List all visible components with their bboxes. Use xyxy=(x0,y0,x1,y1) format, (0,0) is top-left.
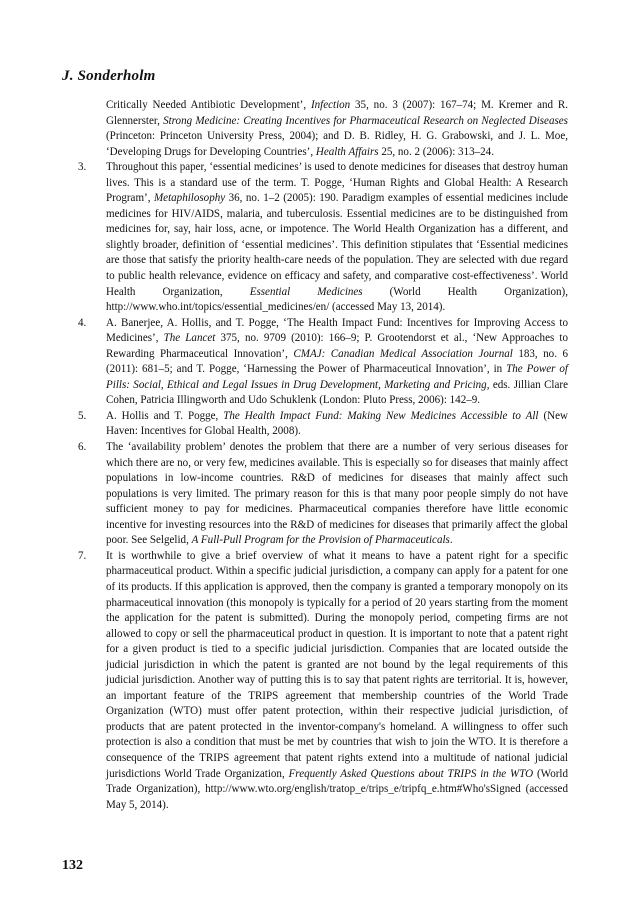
endnote-number: 4. xyxy=(78,316,87,329)
endnote-item xyxy=(78,549,568,813)
endnote-number: 6. xyxy=(78,441,87,454)
endnote-text-run: Throughout this paper, ‘essential medicines’ is used to denote medicines for diseases that destroy human lives. This is a standard use of the term. T. Pogge, ‘Human Rights and Global Health: A Research Program’, xyxy=(106,161,568,205)
endnote-title-italic: Essential Medicines xyxy=(249,285,363,298)
endnote-text-run: , eds. Jillian Clare Cohen, Patricia Illingworth and Udo Schuklenk (London: Pluto Press, 2006): 142–9. xyxy=(106,378,568,407)
endnote-text-run: 375, no. 9709 (2010): 166–9; P. Grootendorst et al., ‘New Approaches to Rewarding Pharmaceutical Innovation’, xyxy=(106,332,569,360)
endnote-text xyxy=(106,410,568,438)
endnote-text xyxy=(106,441,568,546)
endnote-text-run: (Princeton: Princeton University Press, 2004); and D. B. Ridley, H. G. Grabowski, and J. L. Moe, ‘Developing Drugs for Developing Countries’, xyxy=(106,130,568,158)
endnote-text-run: It is worthwhile to give a brief overview of what it means to have a patent right for a specific pharmaceutical product. Within a specific judicial jurisdiction, a company can apply for a patent for one of its products. If this application is approved, then the company is granted a temporary monopoly on its pharmaceutical innovation (this monopoly is typically for a period of 20 years starting from the moment the application for the patent is submitted). During the monopoly period, competing firms are not allowed to copy or sell the pharmaceutical product in question. It is important to note that a patent right for a given product is tied to a specific judicial jurisdiction. Companies that are located outside the judicial jurisdiction in which the patent is granted are not bound by the legal requirements of this judicial jurisdiction. Another way of putting this is to say that patent rights are territorial. It is, however, an important feature of the TRIPS agreement that membership countries of the World Trade Organization (WTO) must offer patent protection, within their respective judicial jurisdiction, of products that are patent protected in the inventor-company's homeland. A willingness to offer such protection is also a condition that must be met by countries that wish to join the WTO. It is therefore a consequence of the TRIPS agreement that patent rights extend into a multitude of national judicial jurisdictions World Trade Organization, xyxy=(106,549,568,780)
endnote-title-italic: Health Affairs xyxy=(315,145,379,158)
endnote-text xyxy=(106,99,568,158)
endnote-title-italic: The Power of Pills: Social, Ethical and Legal Issues in Drug Development, Marketing and Pricing xyxy=(106,363,568,391)
endnote-title-italic: Strong Medicine: Creating Incentives for Pharmaceutical Research on Neglected Diseases xyxy=(163,114,568,127)
endnote-item xyxy=(78,98,568,160)
endnote-title-italic: A Full-Pull Program for the Provision of Pharmaceuticals xyxy=(191,534,450,547)
endnote-title-italic: Frequently Asked Questions about TRIPS in the WTO xyxy=(288,767,534,780)
endnote-text-run: 35, no. 3 (2007): 167–74; M. Kremer and R. Glennerster, xyxy=(106,99,568,127)
endnote-text-run: (New Haven: Incentives for Global Health, 2008). xyxy=(106,409,568,438)
endnote-text-run: The ‘availability problem’ denotes the problem that there are a number of very serious diseases for which there are no, or very few, medicines available. This is especially so for diseases that mainly affect populations in low-income countries. R&D of medicines for diseases that mainly affect such populations is very limited. The primary reason for this is that many poor people simply do not have sufficient money to pay for medicines. Pharmaceutical companies therefore have little economic incentive for investing resources into the R&D of medicines for diseases that primarily affect the global poor. See Selgelid, xyxy=(106,441,568,547)
endnote-title-italic: Metaphilosophy xyxy=(153,192,226,205)
endnote-item xyxy=(78,160,568,315)
endnote-text-run: . xyxy=(449,534,453,547)
endnote-number: 3. xyxy=(78,161,87,174)
endnote-text-run: (World Health Organization), http://www.who.int/topics/essential_medicines/en/ (accessed May 13, 2014). xyxy=(106,285,568,314)
endnote-text xyxy=(106,550,568,811)
endnote-title-italic: The Health Impact Fund: Making New Medicines Accessible to All xyxy=(223,409,539,422)
endnote-text-run: 36, no. 1–2 (2005): 190. Paradigm examples of essential medicines include medicines for HIV/AIDS, malaria, and tuberculosis. Essential medicines are to be distinguished from medicines for, say, hair loss, acne, or impotence. The World Health Organization has a different, and slightly broader, definition of ‘essential medicines’. This definition stipulates that ‘Essential medicines are those that satisfy the priority health-care needs of the population. They are selected with due regard to public health relevance, evidence on efficacy and safety, and comparative cost-effectiveness’. World Health Organization, xyxy=(106,192,569,298)
endnotes-list xyxy=(78,98,568,813)
endnote-title-italic: Infection xyxy=(310,99,351,111)
running-head: J. Sonderholm xyxy=(62,68,156,84)
endnote-number: 7. xyxy=(78,549,87,562)
endnote-text-run: A. Banerjee, A. Hollis, and T. Pogge, ‘The Health Impact Fund: Incentives for Improving Access to Medicines’, xyxy=(106,316,568,345)
page-number: 132 xyxy=(62,858,83,873)
endnote-text-run: Critically Needed Antibiotic Development’, xyxy=(106,99,311,111)
endnote-item xyxy=(78,316,568,409)
endnote-text-run: A. Hollis and T. Pogge, xyxy=(106,409,224,422)
endnote-text-run: (World Trade Organization), http://www.wto.org/english/tratop_e/trips_e/tripfq_e.htm#Who'sSigned (accessed May 5, 2014). xyxy=(106,767,569,811)
endnote-text-run: 183, no. 6 (2011): 681–5; and T. Pogge, ‘Harnessing the Power of Pharmaceutical Innovation’, in xyxy=(106,347,568,376)
endnote-item xyxy=(78,440,568,549)
endnote-text xyxy=(106,161,568,313)
endnote-item xyxy=(78,409,568,440)
endnote-text xyxy=(106,317,568,407)
endnote-number: 5. xyxy=(78,409,87,422)
endnote-title-italic: The Lancet xyxy=(163,332,216,345)
endnote-text-run: 25, no. 2 (2006): 313–24. xyxy=(378,145,494,158)
endnote-title-italic: CMAJ: Canadian Medical Association Journal xyxy=(293,347,513,360)
